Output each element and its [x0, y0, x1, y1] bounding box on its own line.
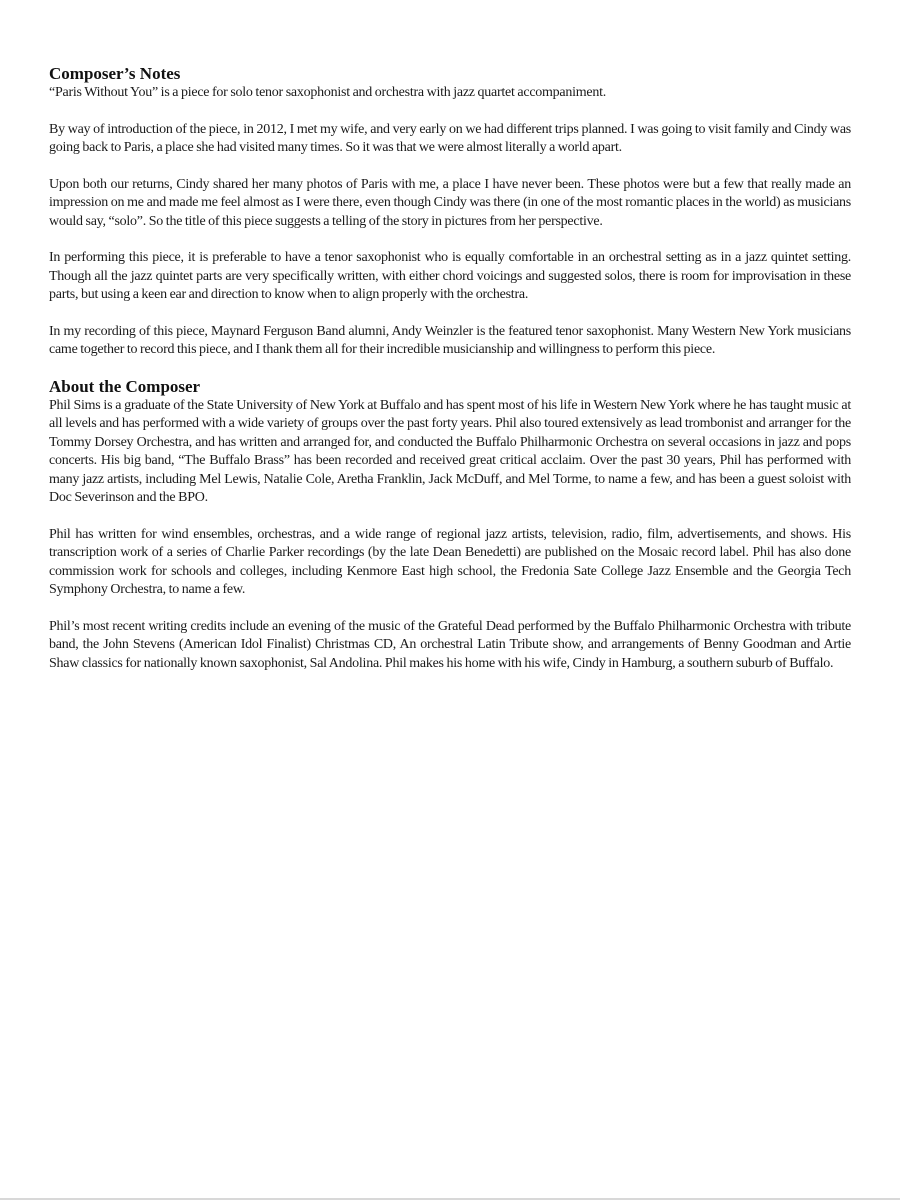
about-the-composer-paragraph: Phil has written for wind ensembles, orchestras, and a wide range of regional jazz artists, television, radio, film, advertisements, and shows. His transcription work of a series of Charlie Parker recordings (by the late Dean Benedetti) are published on the Mosaic record label. Phil has also done commission work for schools and colleges, including Kenmore East high school, the Fredonia Sate College Jazz Ensemble and the Georgia Tech Symphony Orchestra, to name a few. [49, 526, 851, 597]
about-the-composer-paragraph: Phil Sims is a graduate of the State University of New York at Buffalo and has spent most of his life in Western New York where he has taught music at all levels and has performed with a wide variety of groups over the past forty years. Phil also toured extensively as lead trombonist and arranger for the Tommy Dorsey Orchestra, and has written and arranged for, and conducted the Buffalo Philharmonic Orchestra on several occasions in jazz and pops concerts. His big band, “The Buffalo Brass” has been recorded and received great critical acclaim. Over the past 30 years, Phil has performed with many jazz artists, including Mel Lewis, Natalie Cole, Aretha Franklin, Jack McDuff, and Mel Torme, to name a few, and has been a guest soloist with Doc Severinson and the BPO. [49, 397, 851, 505]
composers-notes-paragraph: By way of introduction of the piece, in 2012, I met my wife, and very early on we had different trips planned. I was going to visit family and Cindy was going back to Paris, a place she had visited many times. So it was that we were almost literally a world apart. [49, 121, 851, 155]
composers-notes-paragraph: Upon both our returns, Cindy shared her many photos of Paris with me, a place I have never been. These photos were but a few that really made an impression on me and made me feel almost as I were there, even though Cindy was there (in one of the most romantic places in the world) as musicians would say, “solo”. So the title of this piece suggests a telling of the story in pictures from her perspective. [49, 176, 851, 229]
document-page [49, 64, 851, 691]
about-the-composer-heading: About the Composer [49, 376, 201, 396]
about-the-composer-section [49, 377, 851, 674]
about-the-composer-paragraph: Phil’s most recent writing credits include an evening of the music of the Grateful Dead performed by the Buffalo Philharmonic Orchestra with tribute band, the John Stevens (American Idol Finalist) Christmas CD, An orchestral Latin Tribute show, and arrangements of Benny Goodman and Artie Shaw classics for nationally known saxophonist, Sal Andolina. Phil makes his home with his wife, Cindy in Hamburg, a southern suburb of Buffalo. [49, 618, 851, 671]
composers-notes-section [49, 64, 851, 360]
composers-notes-paragraph: “Paris Without You” is a piece for solo tenor saxophonist and orchestra with jazz quartet accompaniment. [49, 85, 607, 100]
composers-notes-heading: Composer’s Notes [49, 64, 181, 83]
composers-notes-paragraph: In performing this piece, it is preferable to have a tenor saxophonist who is equally comfortable in an orchestral setting as in a jazz quintet setting. Though all the jazz quintet parts are very specifically written, with either chord voicings and suggested solos, there is room for improvisation in these parts, but using a keen ear and direction to know when to align properly with the orchestra. [49, 250, 851, 302]
composers-notes-paragraph: In my recording of this piece, Maynard Ferguson Band alumni, Andy Weinzler is the featured tenor saxophonist. Many Western New York musicians came together to record this piece, and I thank them all for their incredible musicianship and willingness to perform this piece. [49, 323, 851, 357]
